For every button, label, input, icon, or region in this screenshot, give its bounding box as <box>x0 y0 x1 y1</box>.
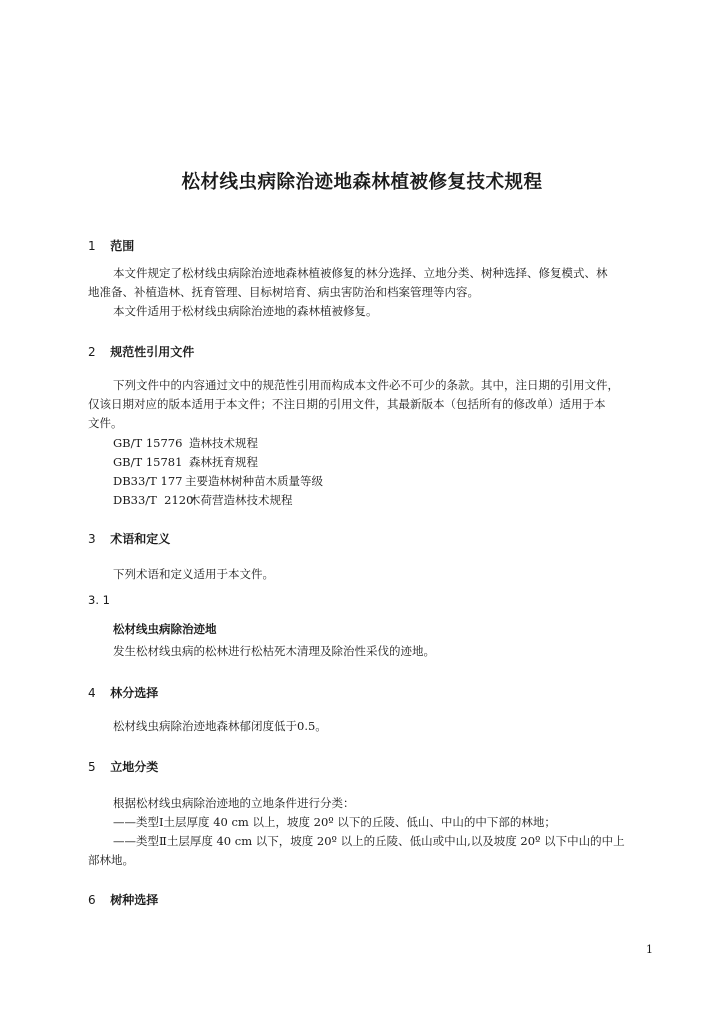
document-title: 松材线虫病除治迹地森林植被修复技术规程 <box>181 172 543 193</box>
section-3-number: 3 <box>88 532 96 546</box>
reference-code: GB/T 15776 <box>113 436 183 450</box>
section-2-line-3: 文件。 <box>88 416 123 430</box>
section-6-number: 6 <box>88 893 96 907</box>
term-definition: 发生松材线虫病的松林进行松枯死木清理及除治性采伐的迹地。 <box>113 644 435 658</box>
reference-name: 造林技术规程 <box>189 436 258 450</box>
section-2-title: 规范性引用文件 <box>110 345 195 359</box>
reference-item <box>113 454 258 470</box>
page-number: 1 <box>646 943 653 956</box>
section-2-line-2: 仅该日期对应的版本适用于本文件；不注日期的引用文件，其最新版本（包括所有的修改单）适用于本 <box>88 397 606 411</box>
section-4-number: 4 <box>88 686 96 700</box>
section-5-number: 5 <box>88 760 96 774</box>
section-1-heading <box>88 237 134 254</box>
reference-item <box>113 473 323 489</box>
section-5-line-1: ——类型Ⅰ土层厚度 40 cm 以上，坡度 20º 以下的丘陵、低山、中山的中下部的林地； <box>113 815 556 829</box>
subsection-number: 3. 1 <box>88 593 110 607</box>
section-2-number: 2 <box>88 345 96 359</box>
section-1-number: 1 <box>88 239 96 253</box>
reference-code: GB/T 15781 <box>113 455 183 469</box>
section-3-intro: 下列术语和定义适用于本文件。 <box>113 567 274 581</box>
section-2-heading <box>88 343 194 360</box>
reference-name: 森林抚育规程 <box>189 455 258 469</box>
section-4-title: 林分选择 <box>110 686 159 700</box>
section-5-line-3: 部林地。 <box>88 853 134 867</box>
section-5-intro: 根据松材线虫病除治迹地的立地条件进行分类： <box>113 796 355 810</box>
section-5-heading <box>88 758 158 775</box>
reference-name: 主要造林树种苗木质量等级 <box>185 474 323 488</box>
section-6-title: 树种选择 <box>110 893 159 907</box>
section-4-text: 松材线虫病除治迹地森林郁闭度低于0.5。 <box>113 719 327 733</box>
section-4-heading <box>88 684 158 701</box>
section-5-title: 立地分类 <box>110 760 159 774</box>
section-5-line-2: ——类型Ⅱ土层厚度 40 cm 以下，坡度 20º 以上的丘陵、低山或中山,以及坡度 20º 以下中山的中上 <box>113 834 625 848</box>
section-1-line-3: 本文件适用于松材线虫病除治迹地的森林植被修复。 <box>113 304 378 318</box>
section-1-line-1: 本文件规定了松材线虫病除治迹地森林植被修复的林分选择、立地分类、树种选择、修复模式、林 <box>113 266 608 280</box>
section-3-heading <box>88 530 170 547</box>
reference-name: 木荷营造林技术规程 <box>189 493 293 507</box>
section-1-line-2: 地准备、补植造林、抚育管理、目标树培育、病虫害防治和档案管理等内容。 <box>88 285 479 299</box>
section-2-line-1: 下列文件中的内容通过文中的规范性引用而构成本文件必不可少的条款。其中，注日期的引用文件， <box>113 378 619 392</box>
reference-item <box>113 492 293 508</box>
reference-code: DB33/T 177 <box>113 474 183 488</box>
section-1-title: 范围 <box>110 239 135 253</box>
reference-code: DB33/T 2120 <box>113 493 194 507</box>
section-3-title: 术语和定义 <box>110 532 171 546</box>
term-name: 松材线虫病除治迹地 <box>113 622 217 636</box>
section-6-heading <box>88 891 158 908</box>
reference-item <box>113 435 258 451</box>
